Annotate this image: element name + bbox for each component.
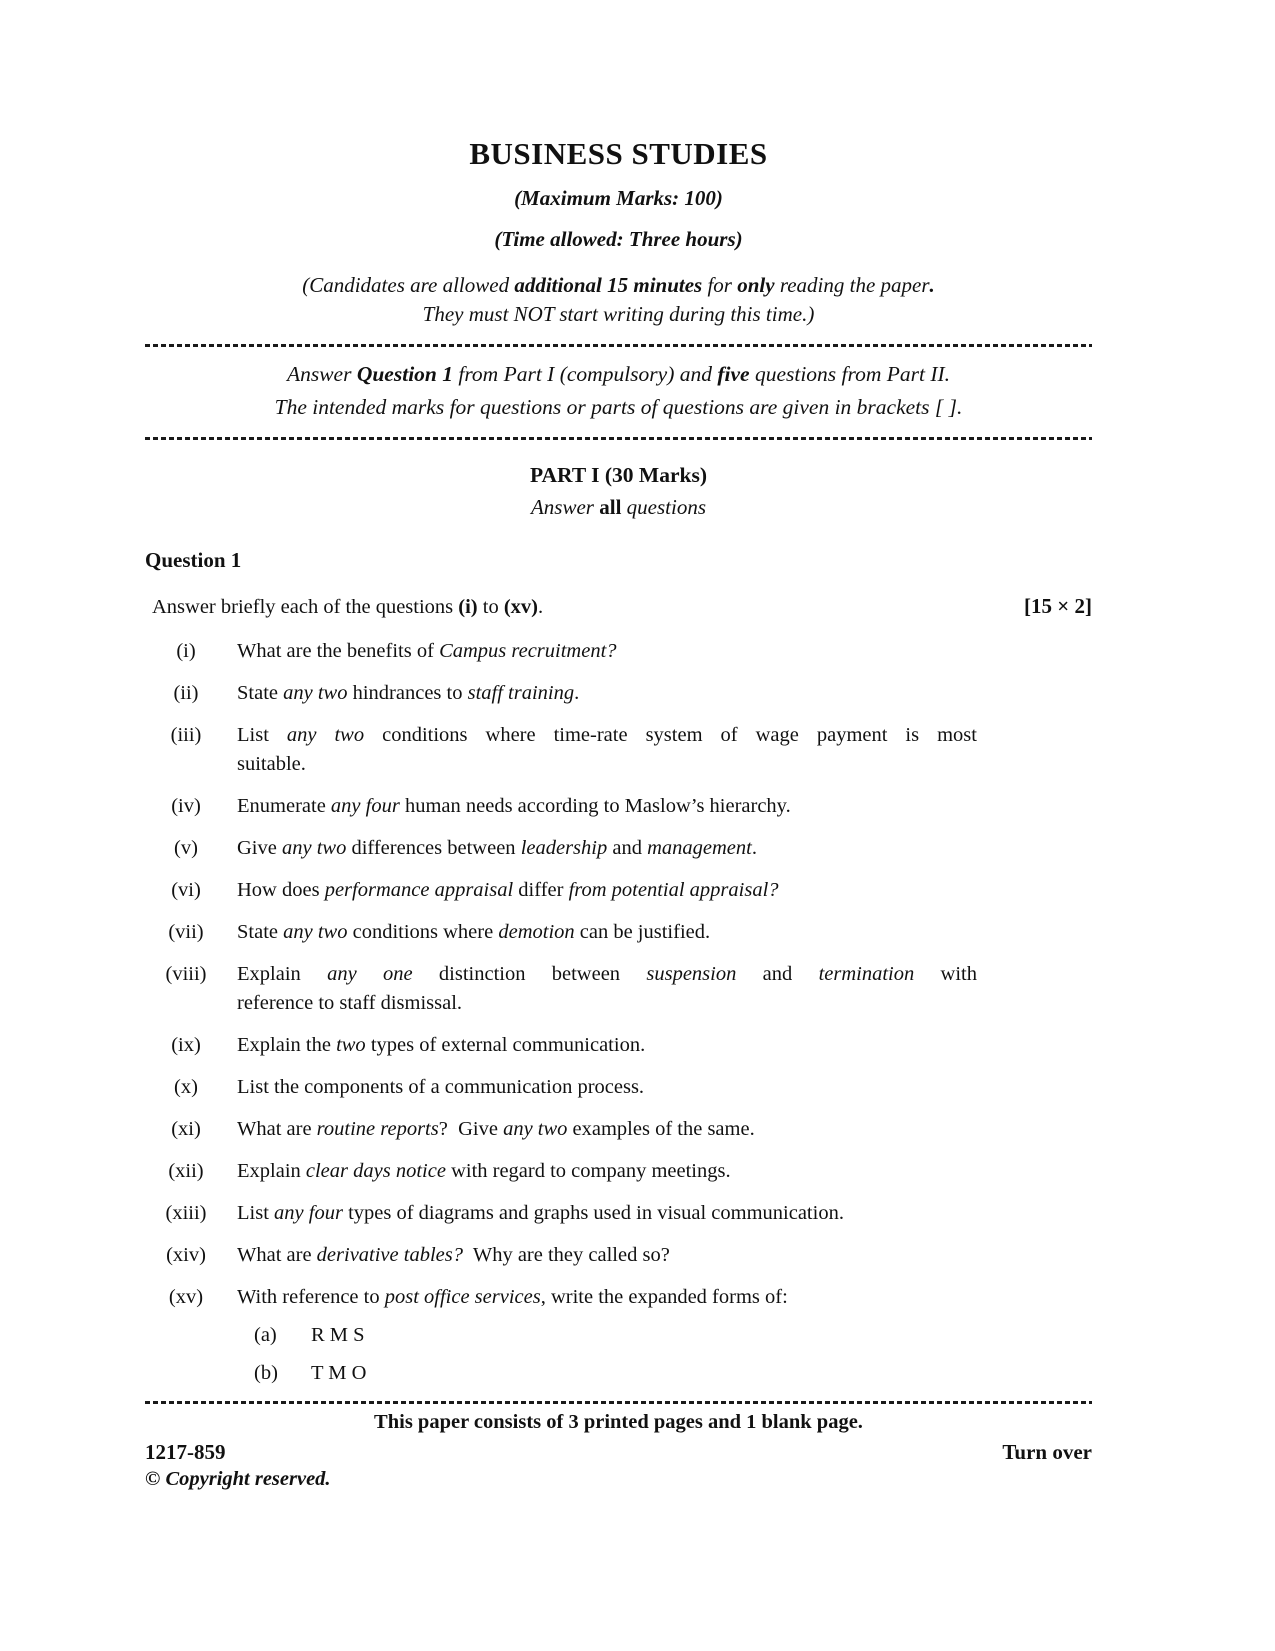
text-run: differ [513, 879, 569, 901]
text-run: (i) [458, 596, 478, 618]
item-text [237, 1157, 977, 1186]
question-item [145, 918, 1092, 947]
text-run: with regard to company meetings. [445, 1160, 731, 1182]
text-run: conditions where [347, 921, 499, 943]
text-run: (Candidates are allowed [302, 273, 515, 297]
text-run: suspension [646, 963, 737, 985]
item-number: (ii) [173, 682, 199, 704]
question-item [145, 1241, 1092, 1270]
item-number: (x) [174, 1076, 198, 1098]
question1-intro [152, 596, 543, 619]
text-run: and [607, 837, 648, 859]
text-run: hindrances to [347, 682, 468, 704]
question-item [145, 721, 1092, 779]
text-run: with [914, 963, 978, 985]
item-text [237, 1199, 977, 1228]
text-run: List [237, 724, 287, 746]
text-run: What are [237, 1244, 317, 1266]
text-run: List the components of a communication process. [237, 1076, 645, 1098]
question-item [145, 1283, 1092, 1388]
item-line [237, 918, 977, 947]
item-text [237, 679, 977, 708]
text-run: (xv) [503, 596, 538, 618]
sub-item-number: (a) [254, 1324, 277, 1346]
sub-item [237, 1359, 977, 1388]
text-run: . [929, 273, 935, 297]
item-line [237, 1157, 977, 1186]
footer-row [145, 1440, 1092, 1465]
sub-item [237, 1321, 977, 1350]
item-number: (viii) [165, 963, 207, 985]
question-item [145, 876, 1092, 905]
text-run: routine reports [316, 1118, 439, 1140]
item-text [237, 1283, 977, 1388]
candidates-note-line2 [145, 300, 1092, 329]
text-run: suitable. [237, 753, 306, 775]
sub-item-text: T M O [311, 1362, 367, 1384]
item-number: (vii) [168, 921, 204, 943]
question-item [145, 1157, 1092, 1186]
text-run: any four [330, 795, 400, 817]
item-text [237, 1115, 977, 1144]
item-text [237, 637, 977, 666]
text-run: only [737, 273, 775, 297]
sub-item-number: (b) [254, 1362, 278, 1384]
text-run: List [237, 1202, 275, 1224]
separator-line-top [145, 344, 1092, 347]
part1-subheading [145, 495, 1092, 520]
text-run: five [717, 362, 750, 386]
text-run: post office services [384, 1286, 541, 1308]
turn-over-label: Turn over [1002, 1440, 1092, 1464]
instruction-line2 [145, 391, 1092, 424]
item-line [237, 679, 977, 708]
question1-marks: [15 × 2] [1024, 594, 1092, 618]
sub-item-text: R M S [311, 1324, 365, 1346]
item-number: (v) [174, 837, 198, 859]
text-run: for [707, 273, 738, 297]
text-run: staff training [467, 682, 575, 704]
text-run: Explain [237, 1160, 306, 1182]
item-line [237, 1073, 977, 1102]
item-line [237, 792, 977, 821]
text-run: Explain [237, 963, 328, 985]
candidates-note-line1 [145, 271, 1092, 300]
item-number: (vi) [171, 879, 201, 901]
text-run: reading the paper [774, 273, 930, 297]
text-run: from potential appraisal? [568, 879, 779, 901]
item-number: (xv) [168, 1286, 204, 1308]
text-run: The intended marks for questions or parts of questions are given in brackets [ ]. [274, 395, 963, 419]
max-marks-line: (Maximum Marks: 100) [514, 186, 723, 210]
copyright-notice: © Copyright reserved. [145, 1468, 331, 1490]
text-run: Explain the [237, 1034, 337, 1056]
item-text [237, 876, 977, 905]
text-run: clear days notice [305, 1160, 446, 1182]
text-run: any four [274, 1202, 343, 1224]
question1-intro-row [145, 594, 1092, 619]
time-allowed-line: (Time allowed: Three hours) [494, 227, 743, 251]
item-number: (ix) [171, 1034, 201, 1056]
separator-line-middle [145, 437, 1092, 440]
text-run: from Part I (compulsory) and [458, 362, 718, 386]
text-run: questions from Part II. [749, 362, 951, 386]
text-run: Answer briefly each of the questions [152, 596, 459, 618]
question-item [145, 792, 1092, 821]
text-run: examples of the same. [567, 1118, 755, 1140]
item-line [237, 1283, 977, 1312]
item-text [237, 1241, 977, 1270]
item-number: (xiii) [165, 1202, 207, 1224]
text-run: additional 15 minutes [514, 273, 708, 297]
text-run: , write the expanded forms of: [540, 1286, 788, 1308]
text-run: . [751, 837, 757, 859]
item-text [237, 918, 977, 947]
text-run: termination [818, 963, 915, 985]
item-number: (xiv) [166, 1244, 206, 1266]
text-run: leadership [520, 837, 608, 859]
item-number: (i) [176, 640, 196, 662]
text-run: types of external communication. [365, 1034, 646, 1056]
question-item [145, 1031, 1092, 1060]
footer-pages-note: This paper consists of 3 printed pages and 1 blank page. [374, 1411, 863, 1433]
text-run: reference to staff dismissal. [237, 992, 463, 1014]
item-line [237, 989, 977, 1018]
item-line [237, 750, 977, 779]
item-line [237, 834, 977, 863]
text-run: With reference to [237, 1286, 385, 1308]
text-run: human needs according to Maslow’s hierarchy. [399, 795, 791, 817]
text-run: any two [283, 921, 348, 943]
text-run: What are the benefits of [237, 640, 440, 662]
item-text [237, 834, 977, 863]
text-run: all [599, 495, 622, 519]
item-line [237, 637, 977, 666]
question1-heading: Question 1 [145, 548, 242, 572]
text-run: Answer [530, 495, 600, 519]
text-run: distinction between [412, 963, 647, 985]
item-line [237, 960, 977, 989]
text-run: conditions where time-rate system of wage payment is most [364, 724, 977, 746]
text-run: Campus recruitment? [439, 640, 617, 662]
text-run: any one [327, 963, 413, 985]
text-run: demotion [498, 921, 575, 943]
text-run: questions [621, 495, 706, 519]
text-run: any two [281, 837, 347, 859]
text-run: types of diagrams and graphs used in visual communication. [342, 1202, 844, 1224]
item-text [237, 721, 977, 779]
item-text [237, 792, 977, 821]
item-number: (xi) [171, 1118, 201, 1140]
text-run: can be justified. [574, 921, 711, 943]
item-line [237, 1031, 977, 1060]
text-run: How does [237, 879, 325, 901]
item-text [237, 1031, 977, 1060]
part1-heading: PART I (30 Marks) [529, 463, 707, 487]
text-run: State [237, 921, 284, 943]
text-run: and [736, 963, 819, 985]
text-run: any two [283, 682, 348, 704]
question-item [145, 1073, 1092, 1102]
text-run: Enumerate [237, 795, 331, 817]
text-run: two [336, 1034, 366, 1056]
item-line [237, 1241, 977, 1270]
text-run: . [538, 596, 544, 618]
question-items [145, 637, 1092, 1388]
text-run: performance appraisal [324, 879, 514, 901]
item-line [237, 721, 977, 750]
text-run: Question 1 [356, 362, 459, 386]
item-number: (xii) [168, 1160, 204, 1182]
item-line [237, 876, 977, 905]
question-item [145, 1115, 1092, 1144]
paper-code: 1217-859 [145, 1440, 226, 1464]
text-run: management [647, 837, 752, 859]
item-number: (iv) [171, 795, 201, 817]
text-run: . [574, 682, 580, 704]
item-text [237, 1073, 977, 1102]
item-line [237, 1199, 977, 1228]
question-item [145, 679, 1092, 708]
text-run: any two [286, 724, 365, 746]
text-run: differences between [346, 837, 521, 859]
text-run: derivative tables? [316, 1244, 463, 1266]
instruction-line1 [145, 358, 1092, 391]
text-run: State [237, 682, 284, 704]
text-run: to [477, 596, 504, 618]
text-run: any two [503, 1118, 568, 1140]
text-run: Give [237, 837, 282, 859]
separator-line-bottom [145, 1401, 1092, 1404]
text-run: They must NOT start writing during this time.) [422, 302, 815, 326]
item-number: (iii) [170, 724, 202, 746]
text-run: ? Give [438, 1118, 504, 1140]
text-run: What are [237, 1118, 317, 1140]
text-run: Why are they called so? [462, 1244, 670, 1266]
question-item [145, 834, 1092, 863]
question-item [145, 637, 1092, 666]
item-text [237, 960, 977, 1018]
question-item [145, 1199, 1092, 1228]
paper-title: BUSINESS STUDIES [469, 136, 768, 171]
question-item [145, 960, 1092, 1018]
item-line [237, 1115, 977, 1144]
text-run: Answer [286, 362, 357, 386]
